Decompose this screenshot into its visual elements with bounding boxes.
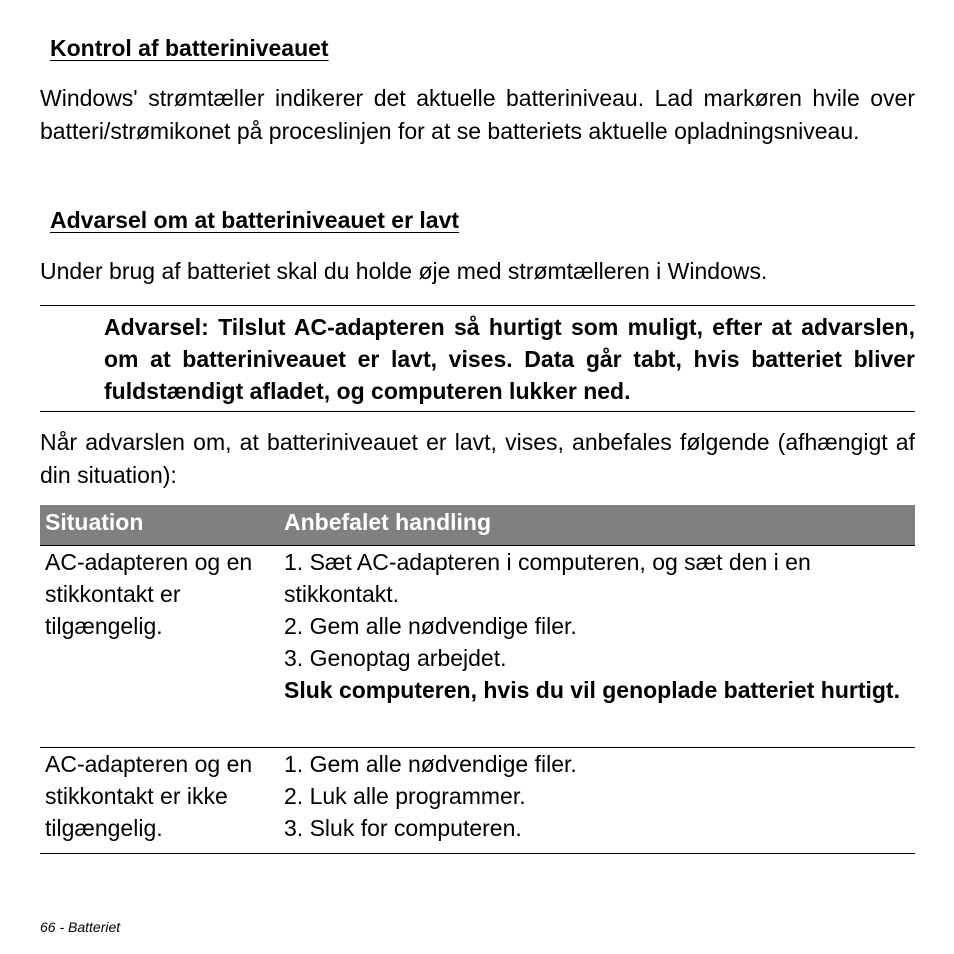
section-heading-battery-level: Kontrol af batteriniveauet — [50, 35, 329, 61]
column-header-situation: Situation — [45, 509, 144, 535]
action-step: 3. Sluk for computeren. — [284, 815, 522, 841]
paragraph-watch-meter: Under brug af batteriet skal du holde øje med strømtælleren i Windows. — [40, 258, 768, 284]
recommendation-table — [40, 505, 915, 854]
action-cell — [284, 748, 915, 844]
action-step: 2. Gem alle nødvendige filer. — [284, 613, 577, 639]
action-step: 2. Luk alle programmer. — [284, 783, 526, 809]
action-cell — [284, 546, 915, 706]
situation-cell: AC-adapteren og en stikkontakt er ikke tilgængelig. — [45, 751, 253, 841]
action-step: 1. Gem alle nødvendige filer. — [284, 751, 577, 777]
paragraph-recommendation-intro: Når advarslen om, at batteriniveauet er lavt, vises, anbefales følgende (afhængigt af din situation): — [40, 429, 915, 488]
table-header — [40, 505, 915, 546]
page-footer: 66 - Batteriet — [40, 919, 121, 935]
warning-bottom-divider — [40, 411, 915, 412]
warning-notice: Advarsel: Tilslut AC-adapteren så hurtigt som muligt, efter at advarslen, om at batteriniveauet er lavt, vises. Data går tabt, hvis batteriet bliver fuldstændigt afladet, og computeren lukker ned. — [104, 314, 915, 404]
column-header-action: Anbefalet handling — [284, 509, 491, 535]
action-step: 1. Sæt AC-adapteren i computeren, og sæt den i en stikkontakt. — [284, 549, 811, 607]
section-heading-low-battery-warning: Advarsel om at batteriniveauet er lavt — [50, 207, 460, 233]
table-row — [40, 748, 915, 854]
action-step: 3. Genoptag arbejdet. — [284, 645, 507, 671]
action-note: Sluk computeren, hvis du vil genoplade batteriet hurtigt. — [284, 677, 900, 703]
table-row — [40, 546, 915, 748]
situation-cell: AC-adapteren og en stikkontakt er tilgængelig. — [45, 549, 253, 639]
paragraph-battery-meter: Windows' strømtæller indikerer det aktuelle batteriniveau. Lad markøren hvile over batteri/strømikonet på proceslinjen for at se batteriets aktuelle opladningsniveau. — [40, 85, 915, 144]
warning-top-divider — [40, 305, 915, 306]
document-page — [40, 0, 915, 954]
